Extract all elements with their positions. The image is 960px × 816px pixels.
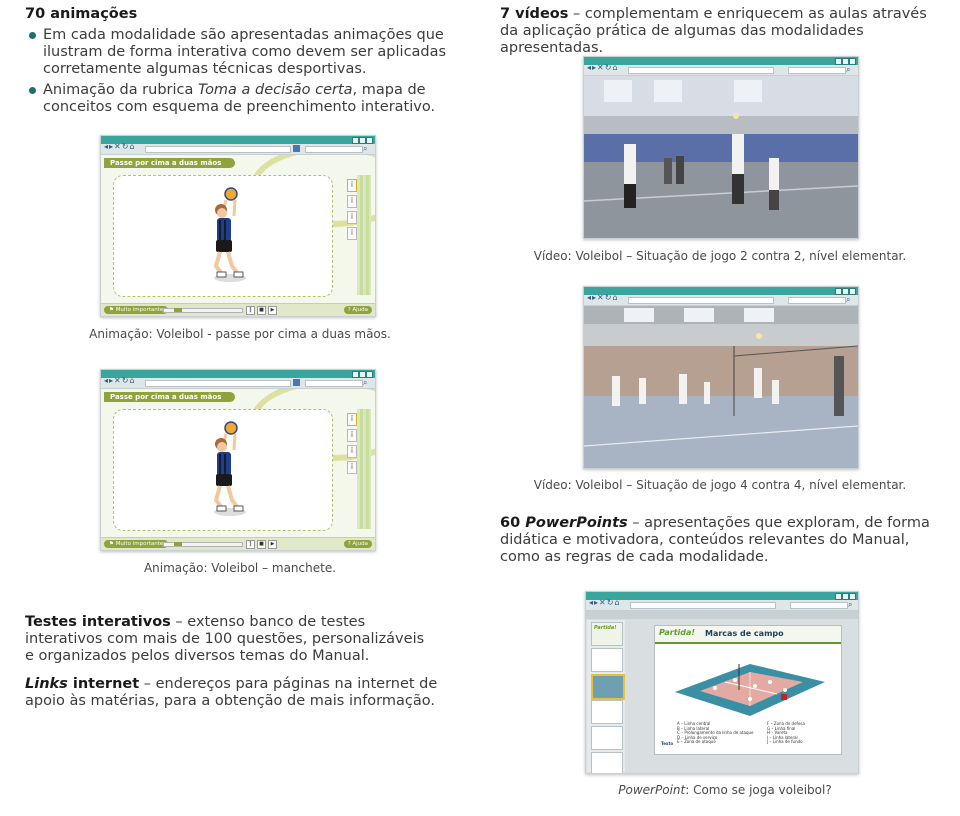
- important-button[interactable]: ⚑ Muito importante: [104, 540, 168, 548]
- step-icon[interactable]: ǐ: [347, 195, 357, 208]
- browser-navbar: [101, 378, 375, 389]
- video-window-2: [583, 286, 859, 469]
- important-icon: ⚑: [109, 541, 116, 547]
- search-icon[interactable]: ⌕: [848, 600, 853, 609]
- slider-knob[interactable]: [174, 308, 182, 312]
- address-bar[interactable]: [145, 146, 291, 153]
- animation-controls: [101, 537, 375, 550]
- search-input[interactable]: [788, 297, 846, 304]
- bullet-dot: [29, 32, 36, 39]
- browser-navbar: [586, 600, 858, 611]
- slide-thumbnail[interactable]: [591, 622, 623, 646]
- minimize-icon[interactable]: [835, 58, 842, 65]
- slide-thumbnail[interactable]: [591, 726, 623, 750]
- video-frame[interactable]: [584, 76, 858, 238]
- stop-icon[interactable]: ■: [257, 540, 266, 549]
- publisher-logo: Texto: [661, 741, 674, 746]
- step-icon[interactable]: ǐ: [347, 429, 357, 442]
- maximize-icon[interactable]: [359, 137, 366, 144]
- window-titlebar: [584, 57, 858, 65]
- bullet-dot: [29, 87, 36, 94]
- window-titlebar: [101, 136, 375, 144]
- window-titlebar: [586, 592, 858, 600]
- powerpoints-text: – apresentações que exploram, de forma didática e motivadora, conteúdos relevantes do Manual, como as regras de cada modalidade.: [500, 515, 930, 565]
- links-heading: Links internet: [25, 676, 140, 692]
- nav-buttons-icon[interactable]: ◂▸✕↻⌂: [104, 376, 136, 385]
- progress-slider[interactable]: [163, 308, 243, 313]
- pause-icon[interactable]: ‖: [246, 306, 255, 315]
- video-frame[interactable]: [584, 306, 858, 468]
- help-icon: ?: [347, 541, 353, 547]
- browser-navbar: [101, 144, 375, 155]
- videos-paragraph: [500, 6, 940, 57]
- animations-section: [25, 6, 470, 116]
- maximize-icon[interactable]: [842, 58, 849, 65]
- window-titlebar: [101, 370, 375, 378]
- slide-thumbnail[interactable]: [591, 648, 623, 672]
- decorative-side-panel: [357, 175, 371, 295]
- search-input[interactable]: [305, 146, 363, 153]
- animation-step-icons: [347, 179, 357, 243]
- animation-controls: [101, 303, 375, 316]
- animation-title: Passe por cima a duas mãos: [104, 392, 235, 402]
- links-paragraph: [25, 676, 445, 710]
- bullet-text: Em cada modalidade são apresentadas animações que ilustram de forma interativa como devem ser aplicadas corretamente algumas técnicas desportivas.: [43, 27, 447, 77]
- help-icon: ?: [347, 307, 353, 313]
- browser-navbar: [584, 295, 858, 306]
- minimize-icon[interactable]: [352, 371, 359, 378]
- powerpoints-heading: 60 PowerPoints: [500, 515, 628, 531]
- powerpoint-content: [586, 611, 858, 773]
- tests-heading: Testes interativos: [25, 614, 171, 630]
- video-still-volleyball-2v2: [584, 76, 858, 238]
- play-icon[interactable]: ▶: [268, 540, 277, 549]
- player-figure: [114, 176, 332, 296]
- minimize-icon[interactable]: [352, 137, 359, 144]
- animation-step-icons: [347, 413, 357, 477]
- address-bar[interactable]: [628, 67, 774, 74]
- step-icon[interactable]: ǐ: [347, 413, 357, 426]
- window-titlebar: [584, 287, 858, 295]
- slide-legend-left: A – Linha central B – Linha lateral C – Prolongamento da linha de ataque D – Linha de serviço E – Zona de ataque: [677, 721, 754, 745]
- bullet-text-em: Toma a decisão certa: [198, 82, 353, 98]
- close-icon[interactable]: [849, 288, 856, 295]
- volleyball-court-diagram: [655, 644, 841, 724]
- search-icon[interactable]: ⌕: [846, 65, 851, 74]
- animation-window-2: [100, 369, 376, 551]
- slide-thumbnail-selected[interactable]: [591, 674, 625, 700]
- animation-caption-1: Animação: Voleibol - passe por cima a duas mãos.: [89, 327, 391, 341]
- animation-caption-2: Animação: Voleibol – manchete.: [143, 561, 337, 575]
- rss-icon[interactable]: [293, 145, 300, 152]
- address-bar[interactable]: [628, 297, 774, 304]
- progress-slider[interactable]: [163, 542, 243, 547]
- search-input[interactable]: [305, 380, 363, 387]
- address-bar[interactable]: [145, 380, 291, 387]
- bullet-text-pre: Animação da rubrica: [43, 82, 198, 98]
- play-icon[interactable]: ▶: [268, 306, 277, 315]
- maximize-icon[interactable]: [842, 288, 849, 295]
- step-icon[interactable]: ǐ: [347, 211, 357, 224]
- videos-heading: 7 vídeos: [500, 6, 569, 22]
- bullet-text-post: , mapa de conceitos com esquema de preenchimento interativo.: [43, 82, 436, 115]
- video-still-volleyball-4v4: [584, 306, 858, 468]
- address-bar[interactable]: [630, 602, 776, 609]
- player-figure: [114, 410, 332, 530]
- help-button[interactable]: ? Ajuda: [344, 540, 372, 548]
- slide-badge: Partida!: [659, 628, 696, 637]
- search-input[interactable]: [790, 602, 848, 609]
- nav-buttons-icon[interactable]: ◂▸✕↻⌂: [589, 598, 621, 607]
- slide-thumbnails: [587, 620, 625, 772]
- help-button[interactable]: ? Ajuda: [344, 306, 372, 314]
- browser-navbar: [584, 65, 858, 76]
- nav-buttons-icon[interactable]: ◂▸✕↻⌂: [587, 293, 619, 302]
- tests-text: – extenso banco de testes interativos com mais de 100 questões, personalizáveis e organizados pelos diversos temas do Manual.: [25, 614, 425, 664]
- close-icon[interactable]: [366, 137, 373, 144]
- search-icon[interactable]: ⌕: [846, 295, 851, 304]
- step-icon[interactable]: ǐ: [347, 179, 357, 192]
- video-caption-1: Vídeo: Voleibol – Situação de jogo 2 contra 2, nível elementar.: [533, 249, 907, 263]
- important-icon: ⚑: [109, 307, 116, 313]
- step-icon[interactable]: ǐ: [347, 461, 357, 474]
- slider-knob[interactable]: [174, 542, 182, 546]
- animations-heading: 70 animações: [25, 6, 138, 22]
- search-icon[interactable]: ⌕: [363, 378, 368, 387]
- powerpoint-window: [585, 591, 859, 774]
- search-icon[interactable]: ⌕: [363, 144, 368, 153]
- current-slide: [654, 625, 842, 755]
- maximize-icon[interactable]: [359, 371, 366, 378]
- nav-buttons-icon[interactable]: ◂▸✕↻⌂: [587, 63, 619, 72]
- step-icon[interactable]: ǐ: [347, 445, 357, 458]
- video-window-1: [583, 56, 859, 239]
- tests-paragraph: [25, 614, 425, 665]
- important-button[interactable]: ⚑ Muito importante: [104, 306, 168, 314]
- slide-thumbnail[interactable]: [591, 700, 623, 724]
- step-icon[interactable]: ǐ: [347, 227, 357, 240]
- slide-thumbnail[interactable]: [591, 752, 623, 773]
- search-input[interactable]: [788, 67, 846, 74]
- close-icon[interactable]: [849, 58, 856, 65]
- animation-window-1: [100, 135, 376, 317]
- slide-legend-right: F – Zona de defesa G – Linha final H – Vareta I – Linha lateral J – Linha de fundo: [767, 721, 805, 745]
- videos-text: – complementam e enriquecem as aulas através da aplicação prática de algumas das modalidades apresentadas.: [500, 6, 927, 56]
- animation-stage: [113, 409, 333, 531]
- close-icon[interactable]: [366, 371, 373, 378]
- bullet-item: [25, 27, 470, 78]
- minimize-icon[interactable]: [835, 288, 842, 295]
- animation-stage: [113, 175, 333, 297]
- decorative-side-panel: [357, 409, 371, 529]
- minimize-icon[interactable]: [835, 593, 842, 600]
- ppt-toolbar[interactable]: [586, 611, 858, 619]
- video-caption-2: Vídeo: Voleibol – Situação de jogo 4 contra 4, nível elementar.: [533, 478, 907, 492]
- powerpoint-caption: PowerPoint: Como se joga voleibol?: [618, 783, 832, 797]
- animation-content: [101, 155, 375, 316]
- powerpoints-paragraph: [500, 515, 940, 566]
- nav-buttons-icon[interactable]: ◂▸✕↻⌂: [104, 142, 136, 151]
- animation-content: [101, 389, 375, 550]
- thumb-badge: Partida!: [594, 625, 617, 631]
- slide-title: Marcas de campo: [705, 629, 784, 638]
- maximize-icon[interactable]: [842, 593, 849, 600]
- bullet-item: [25, 82, 470, 116]
- animation-title: Passe por cima a duas mãos: [104, 158, 235, 168]
- pause-icon[interactable]: ‖: [246, 540, 255, 549]
- rss-icon[interactable]: [293, 379, 300, 386]
- stop-icon[interactable]: ■: [257, 306, 266, 315]
- close-icon[interactable]: [849, 593, 856, 600]
- links-text: – endereços para páginas na internet de apoio às matérias, para a obtenção de mais informação.: [25, 676, 438, 709]
